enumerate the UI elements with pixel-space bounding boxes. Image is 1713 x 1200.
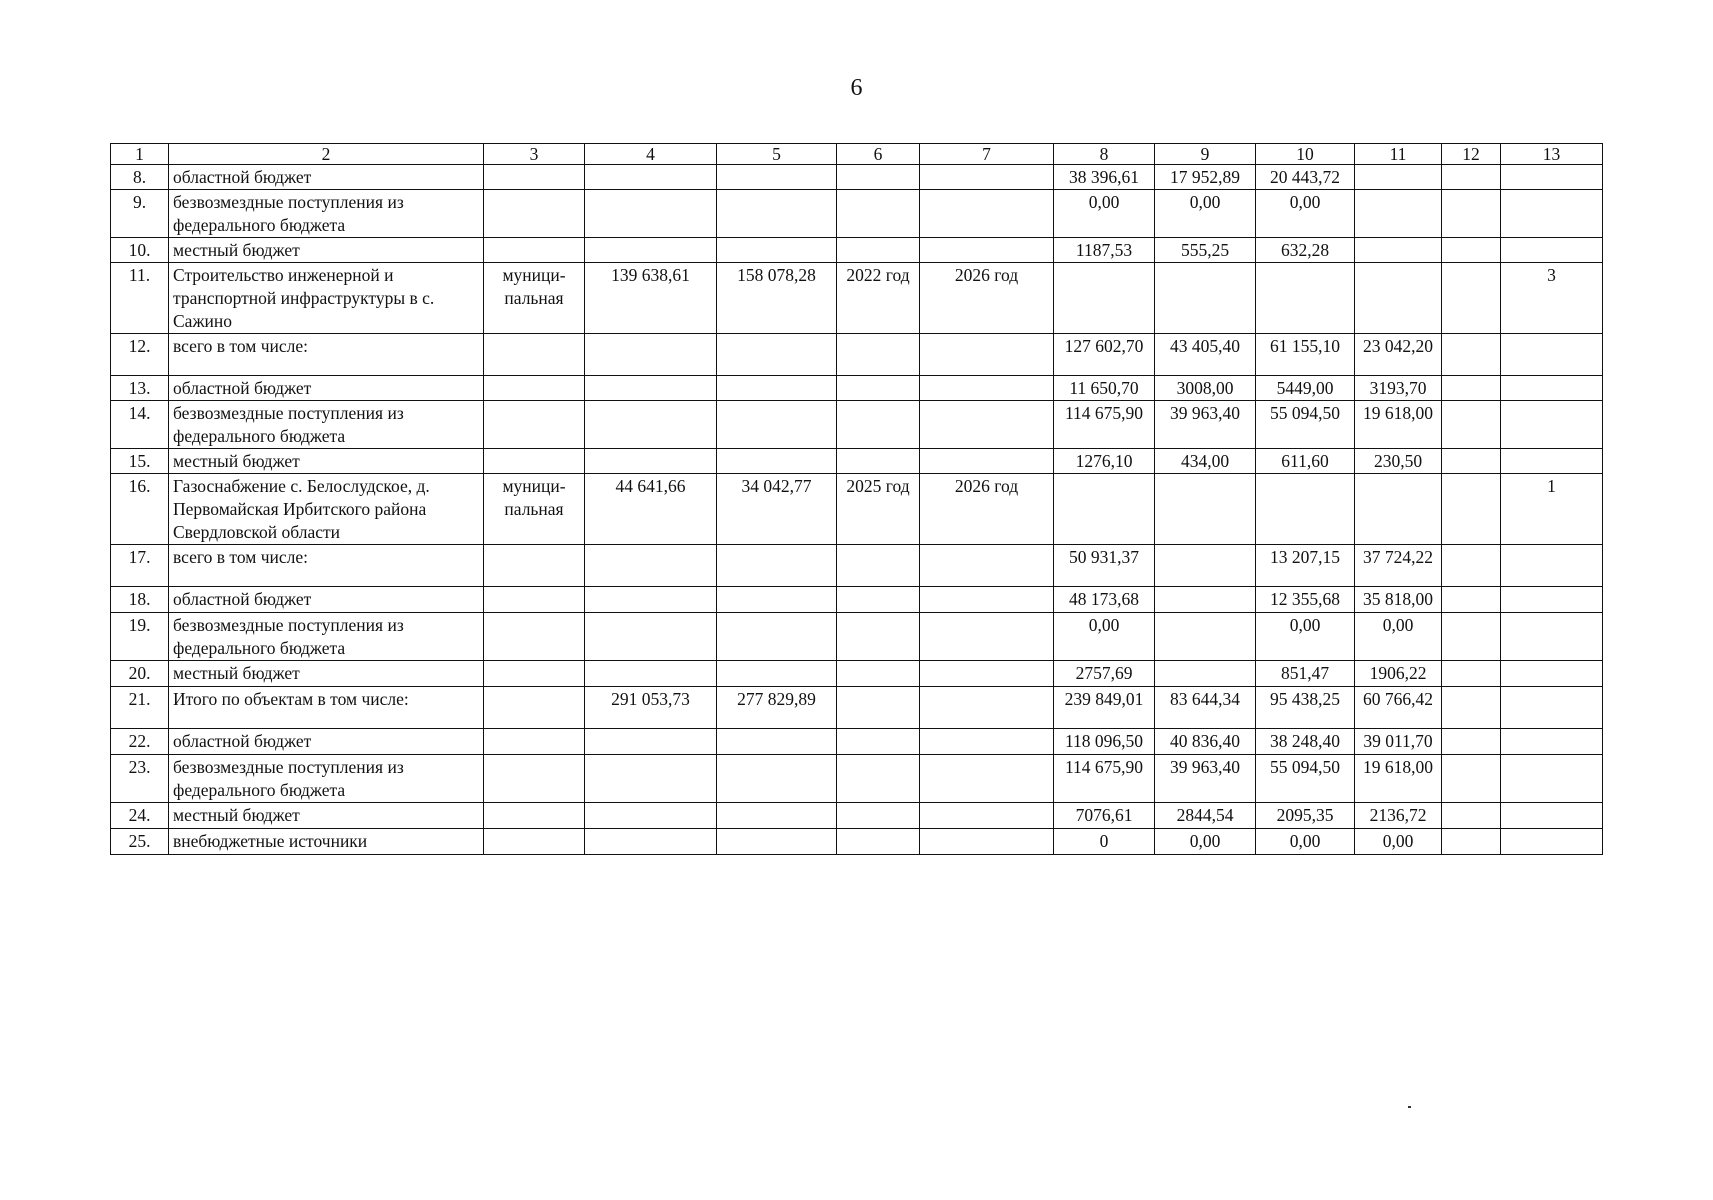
table-cell bbox=[1355, 165, 1442, 190]
table-cell: 0,00 bbox=[1256, 190, 1355, 238]
table-cell bbox=[1256, 263, 1355, 334]
table-cell bbox=[717, 190, 837, 238]
table-cell: 2095,35 bbox=[1256, 803, 1355, 829]
table-cell bbox=[1501, 687, 1603, 729]
page-number: 6 bbox=[850, 75, 863, 101]
row-name-cell: всего в том числе: bbox=[169, 334, 484, 376]
row-name-cell: областной бюджет bbox=[169, 729, 484, 755]
table-cell: 39 963,40 bbox=[1155, 755, 1256, 803]
table-cell: муници-пальная bbox=[484, 474, 585, 545]
row-number-cell: 16. bbox=[111, 474, 169, 545]
row-number-cell: 23. bbox=[111, 755, 169, 803]
table-cell: 230,50 bbox=[1355, 449, 1442, 474]
table-cell bbox=[585, 661, 717, 687]
table-cell: 2026 год bbox=[920, 474, 1054, 545]
table-cell bbox=[717, 334, 837, 376]
table-cell bbox=[837, 687, 920, 729]
table-row bbox=[111, 803, 1603, 829]
table-cell bbox=[920, 238, 1054, 263]
table-cell bbox=[1155, 661, 1256, 687]
table-cell: 61 155,10 bbox=[1256, 334, 1355, 376]
table-cell: 158 078,28 bbox=[717, 263, 837, 334]
column-number: 3 bbox=[484, 144, 585, 165]
table-cell bbox=[484, 613, 585, 661]
table-row bbox=[111, 613, 1603, 661]
table-cell bbox=[920, 190, 1054, 238]
table-cell: 434,00 bbox=[1155, 449, 1256, 474]
table-cell bbox=[920, 687, 1054, 729]
column-number: 12 bbox=[1442, 144, 1501, 165]
table-cell: 555,25 bbox=[1155, 238, 1256, 263]
table-row bbox=[111, 587, 1603, 613]
table-cell bbox=[837, 613, 920, 661]
table-cell: 127 602,70 bbox=[1054, 334, 1155, 376]
table-cell bbox=[837, 755, 920, 803]
table-cell bbox=[1355, 474, 1442, 545]
table-cell bbox=[1442, 545, 1501, 587]
table-cell bbox=[1501, 545, 1603, 587]
table-cell: 19 618,00 bbox=[1355, 755, 1442, 803]
row-name-cell: местный бюджет bbox=[169, 803, 484, 829]
table-cell: 17 952,89 bbox=[1155, 165, 1256, 190]
table-body bbox=[111, 144, 1603, 855]
table-cell bbox=[717, 661, 837, 687]
table-cell: 40 836,40 bbox=[1155, 729, 1256, 755]
row-name-cell: областной бюджет bbox=[169, 376, 484, 401]
table-cell bbox=[484, 449, 585, 474]
table-cell: 851,47 bbox=[1256, 661, 1355, 687]
table-cell bbox=[717, 613, 837, 661]
table-cell bbox=[1501, 613, 1603, 661]
table-cell bbox=[920, 803, 1054, 829]
table-row bbox=[111, 334, 1603, 376]
table-cell bbox=[717, 829, 837, 855]
table-cell: 291 053,73 bbox=[585, 687, 717, 729]
table-cell bbox=[1155, 474, 1256, 545]
table-cell bbox=[717, 587, 837, 613]
row-name-cell: областной бюджет bbox=[169, 587, 484, 613]
table-cell bbox=[585, 401, 717, 449]
table-cell bbox=[717, 165, 837, 190]
table-cell bbox=[920, 165, 1054, 190]
table-cell bbox=[920, 401, 1054, 449]
table-cell: 55 094,50 bbox=[1256, 401, 1355, 449]
table-cell: 2136,72 bbox=[1355, 803, 1442, 829]
table-row bbox=[111, 661, 1603, 687]
table-cell bbox=[585, 613, 717, 661]
table-cell bbox=[717, 545, 837, 587]
row-number-cell: 24. bbox=[111, 803, 169, 829]
table-cell: 0,00 bbox=[1256, 613, 1355, 661]
row-name-cell: местный бюджет bbox=[169, 661, 484, 687]
row-number-cell: 21. bbox=[111, 687, 169, 729]
table-cell bbox=[1501, 449, 1603, 474]
row-name-cell: Итого по объектам в том числе: bbox=[169, 687, 484, 729]
row-name-cell: областной бюджет bbox=[169, 165, 484, 190]
table-cell: 0,00 bbox=[1155, 190, 1256, 238]
table-cell: 7076,61 bbox=[1054, 803, 1155, 829]
table-cell: 3193,70 bbox=[1355, 376, 1442, 401]
table-cell: 3 bbox=[1501, 263, 1603, 334]
table-cell bbox=[1355, 263, 1442, 334]
table-cell bbox=[1501, 587, 1603, 613]
table-cell bbox=[1355, 238, 1442, 263]
column-number: 13 bbox=[1501, 144, 1603, 165]
table-cell bbox=[920, 449, 1054, 474]
column-number: 5 bbox=[717, 144, 837, 165]
table-cell bbox=[920, 334, 1054, 376]
table-cell: 611,60 bbox=[1256, 449, 1355, 474]
column-number: 4 bbox=[585, 144, 717, 165]
table-cell bbox=[837, 190, 920, 238]
table-cell bbox=[1501, 401, 1603, 449]
table-cell bbox=[837, 401, 920, 449]
table-cell bbox=[484, 829, 585, 855]
scan-speck bbox=[1408, 1106, 1411, 1108]
table-cell: 2757,69 bbox=[1054, 661, 1155, 687]
table-cell: 23 042,20 bbox=[1355, 334, 1442, 376]
column-number: 8 bbox=[1054, 144, 1155, 165]
table-cell: 0,00 bbox=[1054, 190, 1155, 238]
table-cell bbox=[1501, 829, 1603, 855]
table-cell bbox=[484, 238, 585, 263]
table-cell bbox=[837, 803, 920, 829]
table-cell: 11 650,70 bbox=[1054, 376, 1155, 401]
column-number-row bbox=[111, 144, 1603, 165]
budget-table bbox=[110, 143, 1603, 855]
table-cell bbox=[484, 190, 585, 238]
row-number-cell: 13. bbox=[111, 376, 169, 401]
table-cell bbox=[1155, 545, 1256, 587]
table-cell: 118 096,50 bbox=[1054, 729, 1155, 755]
table-cell bbox=[484, 803, 585, 829]
table-cell bbox=[1501, 803, 1603, 829]
row-number-cell: 22. bbox=[111, 729, 169, 755]
table-cell bbox=[484, 755, 585, 803]
table-cell: 0,00 bbox=[1355, 829, 1442, 855]
table-cell: 38 396,61 bbox=[1054, 165, 1155, 190]
table-cell bbox=[585, 165, 717, 190]
table-cell: 34 042,77 bbox=[717, 474, 837, 545]
table-cell: 1187,53 bbox=[1054, 238, 1155, 263]
table-cell bbox=[837, 449, 920, 474]
table-cell: 44 641,66 bbox=[585, 474, 717, 545]
table-cell bbox=[484, 545, 585, 587]
table-cell bbox=[717, 729, 837, 755]
table-cell bbox=[1256, 474, 1355, 545]
row-number-cell: 25. bbox=[111, 829, 169, 855]
table-cell bbox=[837, 376, 920, 401]
table-cell bbox=[1442, 613, 1501, 661]
table-cell: 277 829,89 bbox=[717, 687, 837, 729]
table-cell: муници-пальная bbox=[484, 263, 585, 334]
table-cell bbox=[717, 238, 837, 263]
row-number-cell: 19. bbox=[111, 613, 169, 661]
table-cell bbox=[1442, 474, 1501, 545]
table-cell bbox=[585, 803, 717, 829]
table-cell: 20 443,72 bbox=[1256, 165, 1355, 190]
row-number-cell: 17. bbox=[111, 545, 169, 587]
column-number: 7 bbox=[920, 144, 1054, 165]
table-cell bbox=[1442, 238, 1501, 263]
row-number-cell: 9. bbox=[111, 190, 169, 238]
table-cell bbox=[920, 829, 1054, 855]
table-cell bbox=[920, 545, 1054, 587]
table-cell bbox=[1442, 803, 1501, 829]
table-cell: 5449,00 bbox=[1256, 376, 1355, 401]
table-cell bbox=[1155, 263, 1256, 334]
table-cell bbox=[1442, 829, 1501, 855]
table-cell bbox=[837, 729, 920, 755]
table-cell: 50 931,37 bbox=[1054, 545, 1155, 587]
table-cell bbox=[1501, 238, 1603, 263]
table-cell bbox=[837, 587, 920, 613]
column-number: 6 bbox=[837, 144, 920, 165]
table-cell bbox=[585, 545, 717, 587]
table-cell bbox=[484, 729, 585, 755]
table-cell bbox=[1442, 687, 1501, 729]
table-cell bbox=[484, 376, 585, 401]
table-cell bbox=[717, 449, 837, 474]
table-cell bbox=[1501, 190, 1603, 238]
table-cell: 12 355,68 bbox=[1256, 587, 1355, 613]
table-cell bbox=[717, 401, 837, 449]
table-cell bbox=[585, 190, 717, 238]
table-cell bbox=[920, 729, 1054, 755]
table-cell: 2844,54 bbox=[1155, 803, 1256, 829]
table-cell bbox=[920, 755, 1054, 803]
table-cell bbox=[484, 165, 585, 190]
table-cell: 0,00 bbox=[1054, 613, 1155, 661]
column-number: 10 bbox=[1256, 144, 1355, 165]
table-cell bbox=[1155, 613, 1256, 661]
table-cell: 48 173,68 bbox=[1054, 587, 1155, 613]
row-number-cell: 15. bbox=[111, 449, 169, 474]
table-cell: 114 675,90 bbox=[1054, 755, 1155, 803]
column-number: 2 bbox=[169, 144, 484, 165]
row-name-cell: местный бюджет bbox=[169, 238, 484, 263]
table-cell bbox=[837, 334, 920, 376]
table-cell: 55 094,50 bbox=[1256, 755, 1355, 803]
table-cell: 60 766,42 bbox=[1355, 687, 1442, 729]
table-cell bbox=[1442, 661, 1501, 687]
table-cell bbox=[484, 661, 585, 687]
table-cell bbox=[837, 829, 920, 855]
table-cell bbox=[920, 613, 1054, 661]
table-row bbox=[111, 401, 1603, 449]
table-row bbox=[111, 263, 1603, 334]
table-cell: 3008,00 bbox=[1155, 376, 1256, 401]
table-row bbox=[111, 755, 1603, 803]
table-cell bbox=[1442, 449, 1501, 474]
table-cell bbox=[484, 687, 585, 729]
table-cell bbox=[1501, 729, 1603, 755]
table-cell bbox=[1442, 190, 1501, 238]
column-number: 1 bbox=[111, 144, 169, 165]
table-cell bbox=[717, 376, 837, 401]
table-cell bbox=[1501, 755, 1603, 803]
table-cell: 0,00 bbox=[1155, 829, 1256, 855]
table-cell bbox=[1442, 755, 1501, 803]
table-cell bbox=[585, 449, 717, 474]
table-cell bbox=[1442, 334, 1501, 376]
table-row bbox=[111, 474, 1603, 545]
table-cell: 95 438,25 bbox=[1256, 687, 1355, 729]
row-name-cell: Строительство инженерной и транспортной инфраструктуры в с. Сажино bbox=[169, 263, 484, 334]
row-name-cell: безвозмездные поступления из федерального бюджета bbox=[169, 613, 484, 661]
row-name-cell: внебюджетные источники bbox=[169, 829, 484, 855]
table-cell bbox=[837, 661, 920, 687]
table-row bbox=[111, 376, 1603, 401]
table-cell: 0,00 bbox=[1355, 613, 1442, 661]
table-cell bbox=[920, 587, 1054, 613]
table-cell bbox=[1442, 587, 1501, 613]
table-cell: 38 248,40 bbox=[1256, 729, 1355, 755]
table-cell bbox=[837, 165, 920, 190]
column-number: 11 bbox=[1355, 144, 1442, 165]
table-cell bbox=[484, 334, 585, 376]
table-cell bbox=[1442, 376, 1501, 401]
table-cell bbox=[1501, 334, 1603, 376]
row-number-cell: 12. bbox=[111, 334, 169, 376]
table-row bbox=[111, 687, 1603, 729]
table-cell bbox=[837, 238, 920, 263]
table-cell: 114 675,90 bbox=[1054, 401, 1155, 449]
table-cell bbox=[717, 803, 837, 829]
table-cell: 139 638,61 bbox=[585, 263, 717, 334]
table-cell bbox=[837, 545, 920, 587]
table-cell bbox=[1442, 263, 1501, 334]
table-cell bbox=[1442, 729, 1501, 755]
table-cell bbox=[585, 334, 717, 376]
table-cell bbox=[585, 829, 717, 855]
table-cell bbox=[717, 755, 837, 803]
table-cell bbox=[484, 587, 585, 613]
table-cell bbox=[585, 587, 717, 613]
table-cell: 632,28 bbox=[1256, 238, 1355, 263]
table-cell: 2025 год bbox=[837, 474, 920, 545]
table-cell bbox=[1054, 474, 1155, 545]
table-cell bbox=[920, 661, 1054, 687]
row-name-cell: безвозмездные поступления из федерального бюджета bbox=[169, 755, 484, 803]
table-cell: 83 644,34 bbox=[1155, 687, 1256, 729]
table-cell bbox=[1501, 376, 1603, 401]
table-cell bbox=[484, 401, 585, 449]
table-cell: 37 724,22 bbox=[1355, 545, 1442, 587]
table-cell bbox=[1501, 165, 1603, 190]
table-cell bbox=[585, 755, 717, 803]
table-row bbox=[111, 545, 1603, 587]
table-row bbox=[111, 190, 1603, 238]
column-number: 9 bbox=[1155, 144, 1256, 165]
row-name-cell: местный бюджет bbox=[169, 449, 484, 474]
table-cell bbox=[585, 729, 717, 755]
table-cell: 1276,10 bbox=[1054, 449, 1155, 474]
table-row bbox=[111, 165, 1603, 190]
table-cell: 1 bbox=[1501, 474, 1603, 545]
table-cell bbox=[1501, 661, 1603, 687]
table-cell bbox=[1054, 263, 1155, 334]
table-cell: 1906,22 bbox=[1355, 661, 1442, 687]
table-cell bbox=[1155, 587, 1256, 613]
row-number-cell: 11. bbox=[111, 263, 169, 334]
table-row bbox=[111, 729, 1603, 755]
table-cell: 239 849,01 bbox=[1054, 687, 1155, 729]
table-cell: 39 963,40 bbox=[1155, 401, 1256, 449]
table-cell: 0,00 bbox=[1256, 829, 1355, 855]
row-number-cell: 18. bbox=[111, 587, 169, 613]
table-cell bbox=[1442, 165, 1501, 190]
table-cell bbox=[1355, 190, 1442, 238]
table-row bbox=[111, 449, 1603, 474]
table-cell: 39 011,70 bbox=[1355, 729, 1442, 755]
table-cell: 43 405,40 bbox=[1155, 334, 1256, 376]
row-name-cell: всего в том числе: bbox=[169, 545, 484, 587]
row-number-cell: 20. bbox=[111, 661, 169, 687]
row-number-cell: 8. bbox=[111, 165, 169, 190]
table-row bbox=[111, 829, 1603, 855]
table-cell: 0 bbox=[1054, 829, 1155, 855]
row-name-cell: Газоснабжение с. Белослудское, д. Первомайская Ирбитского района Свердловской области bbox=[169, 474, 484, 545]
row-number-cell: 14. bbox=[111, 401, 169, 449]
table-cell: 19 618,00 bbox=[1355, 401, 1442, 449]
table-row bbox=[111, 238, 1603, 263]
row-name-cell: безвозмездные поступления из федерального бюджета bbox=[169, 190, 484, 238]
table-cell bbox=[1442, 401, 1501, 449]
row-name-cell: безвозмездные поступления из федерального бюджета bbox=[169, 401, 484, 449]
table-cell bbox=[585, 376, 717, 401]
table-cell: 2026 год bbox=[920, 263, 1054, 334]
table-cell bbox=[920, 376, 1054, 401]
table-cell: 35 818,00 bbox=[1355, 587, 1442, 613]
table-cell: 2022 год bbox=[837, 263, 920, 334]
row-number-cell: 10. bbox=[111, 238, 169, 263]
table-cell bbox=[585, 238, 717, 263]
table-cell: 13 207,15 bbox=[1256, 545, 1355, 587]
